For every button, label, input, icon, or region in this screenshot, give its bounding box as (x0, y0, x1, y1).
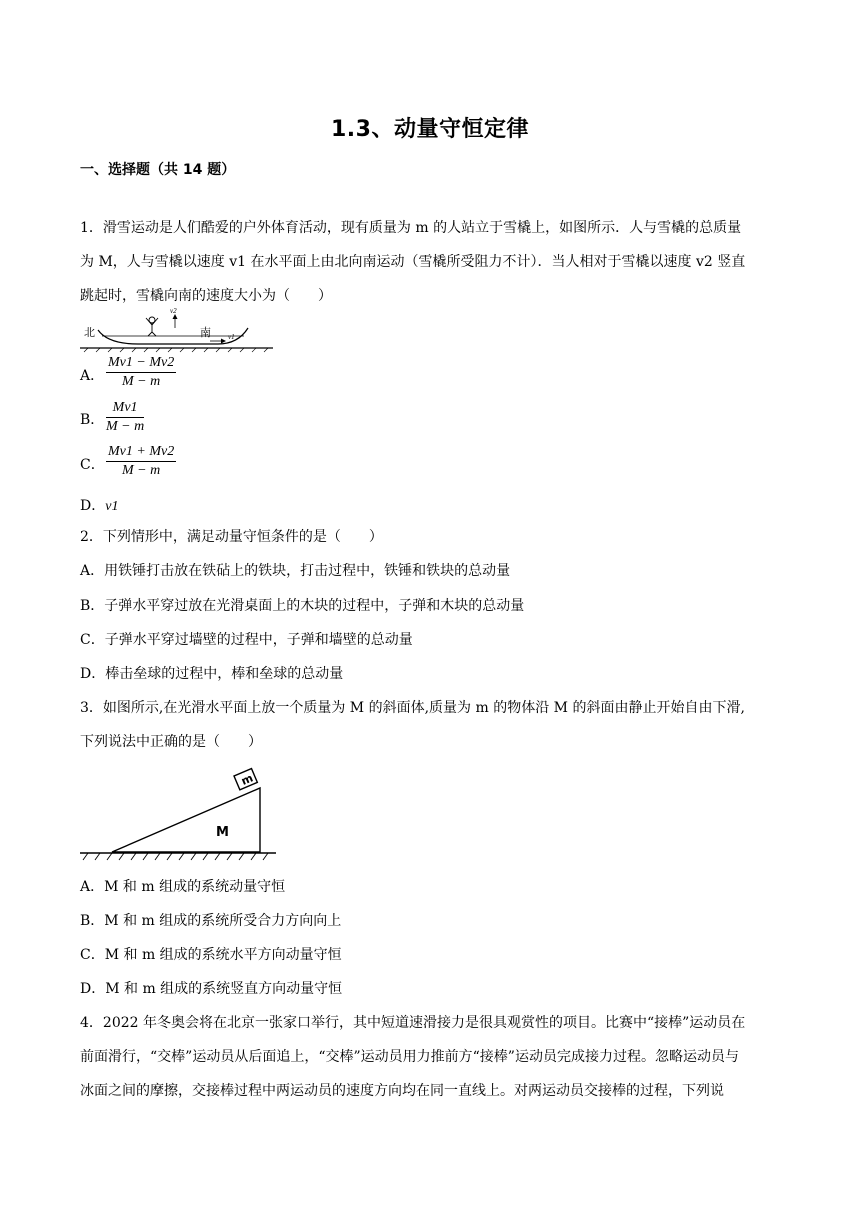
q1-option-b-denominator: M − m (106, 419, 145, 434)
q3-stem-line2: 下列说法中正确的是（ ） (80, 734, 262, 750)
q1-option-d-label: D． (80, 498, 106, 514)
q1-option-a-numerator: Mv1 − Mv2 (106, 355, 176, 373)
q4-stem-line2: 前面滑行，“交棒”运动员从后面追上，“交棒”运动员用力推前方“接棒”运动员完成接力过程。忽略运动员与 (80, 1049, 739, 1065)
q2-stem: 2．下列情形中，满足动量守恒条件的是（ ） (80, 529, 383, 545)
q2-option-a: A．用铁锤打击放在铁砧上的铁块，打击过程中，铁锤和铁块的总动量 (80, 563, 511, 579)
q1-option-b-numerator: Mv1 (106, 400, 144, 418)
q1-stem-line2: 为 M，人与雪橇以速度 v1 在水平面上由北向南运动（雪橇所受阻力不计）．当人相对于雪橇以速度 v2 竖直 (80, 254, 746, 270)
q3-stem-line1: 3．如图所示,在光滑水平面上放一个质量为 M 的斜面体,质量为 m 的物体沿 M 的斜面由静止开始自由下滑, (80, 700, 745, 716)
q1-option-d-text: v1 (105, 499, 119, 514)
q1-option-d (80, 496, 118, 517)
q2-option-c: C．子弹水平穿过墙壁的过程中，子弹和墙壁的总动量 (80, 632, 413, 648)
q1-sled-figure (78, 307, 278, 354)
q4-stem-line3: 冰面之间的摩擦，交接棒过程中两运动员的速度方向均在同一直线上。对两运动员交接棒的过程，下列说 (80, 1083, 724, 1099)
q3-option-c: C．M 和 m 组成的系统水平方向动量守恒 (80, 947, 342, 963)
figure-north-label: 北 (84, 326, 95, 339)
q1-option-a-label: A． (80, 368, 105, 384)
section-heading: 一、选择题（共 14 题） (80, 162, 236, 178)
figure-south-label: 南 (200, 326, 211, 339)
q3-option-b: B．M 和 m 组成的系统所受合力方向向上 (80, 913, 342, 929)
q3-option-d: D．M 和 m 组成的系统竖直方向动量守恒 (80, 981, 343, 997)
figure-v1-label: v1 (228, 333, 235, 341)
q4-stem-line1: 4．2022 年冬奥会将在北京一张家口举行，其中短道速滑接力是很具观赏性的项目。比赛中“接棒”运动员在 (80, 1015, 746, 1031)
q1-stem-line3: 跳起时，雪橇向南的速度大小为（ ） (80, 288, 332, 304)
figure-v2-label: v2 (170, 307, 177, 315)
q1-option-c-denominator: M − m (121, 463, 161, 478)
q1-option-a-denominator: M − m (121, 374, 161, 389)
q2-option-d: D．棒击垒球的过程中，棒和垒球的总动量 (80, 666, 344, 682)
q1-stem-line1: 1．滑雪运动是人们酷爱的户外体育活动，现有质量为 m 的人站立于雪橇上，如图所示．人与雪橇的总质量 (80, 220, 742, 236)
page-title: 1.3、动量守恒定律 (331, 117, 529, 142)
q2-option-b: B．子弹水平穿过放在光滑桌面上的木块的过程中，子弹和木块的总动量 (80, 598, 525, 614)
q3-incline-figure (78, 760, 278, 864)
q3-option-a: A．M 和 m 组成的系统动量守恒 (80, 879, 286, 895)
q1-option-c-numerator: Mv1 + Mv2 (106, 444, 176, 462)
q1-option-b-label: B． (80, 412, 105, 428)
figure-wedge-label: M (216, 825, 229, 840)
q1-option-a-fraction (106, 355, 176, 390)
q1-option-c-label: C． (80, 457, 105, 473)
q1-option-b-fraction (106, 400, 144, 435)
figure-block-label: m (239, 771, 256, 788)
q1-option-c-fraction (106, 444, 176, 479)
